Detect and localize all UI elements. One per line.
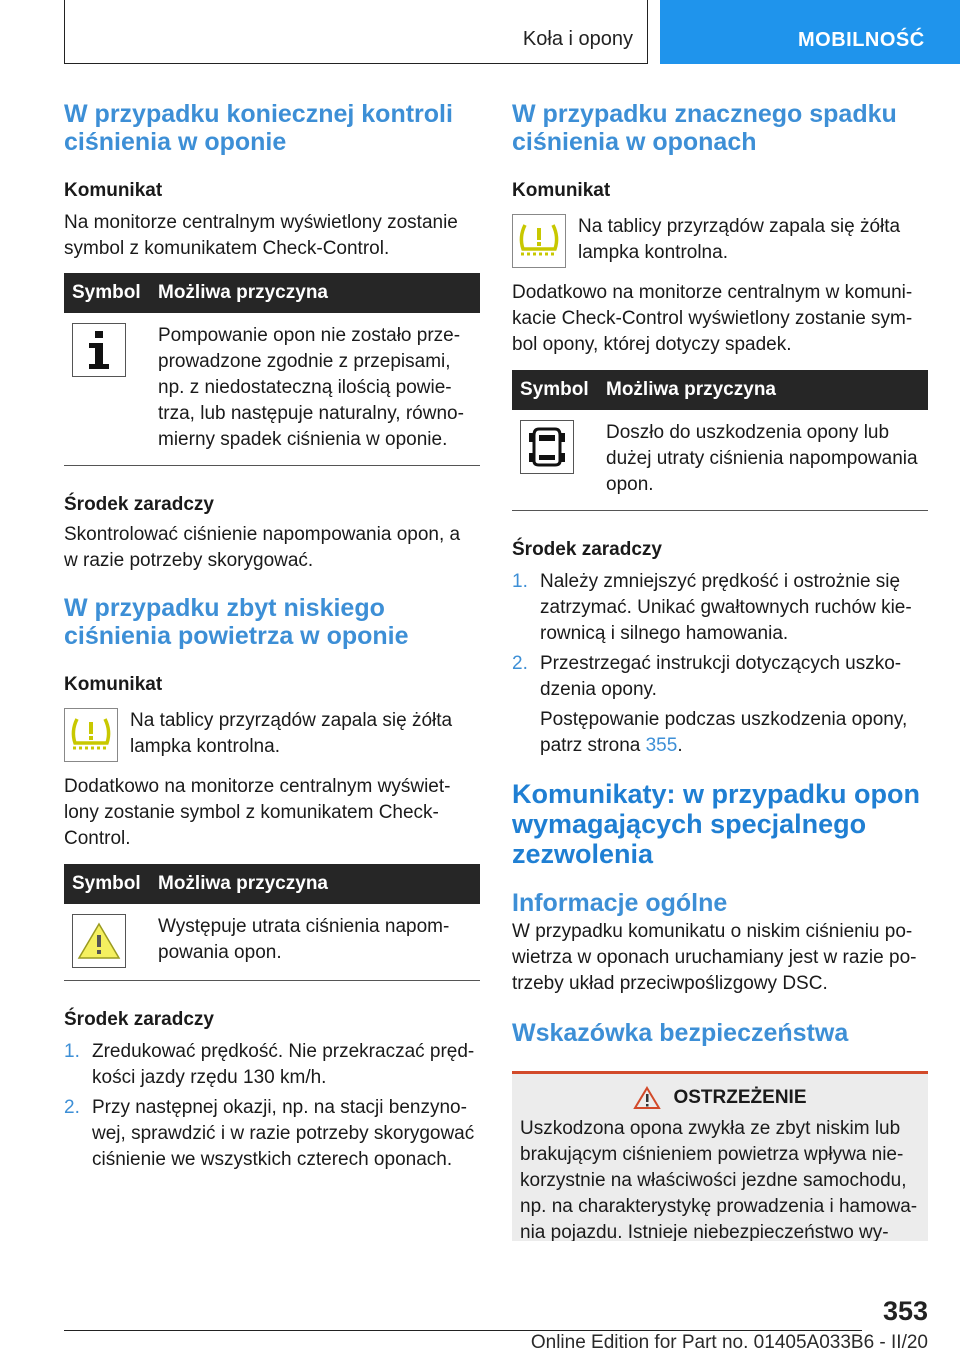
header-section-tab[interactable] [660, 0, 960, 64]
symbol-table [64, 273, 480, 466]
step-text: Zredukować prędkość. Nie przekraczać pręd-kości jazdy rzędu 130 km/h. [92, 1041, 475, 1088]
header-chapter-box [64, 0, 648, 64]
footer-divider [64, 1330, 862, 1331]
table-cause-text: Pompowanie opon nie zostało prze-prowadzone zgodnie z przepisami, np. z niedostateczną ilością powie-trza, lub następuje naturalny, równo-mierny spadek ciśnienia w oponie. [158, 325, 464, 450]
table-header-cause: Możliwa przyczyna [158, 282, 328, 303]
remedy-text: Skontrolować ciśnienie napompowania opon, a w razie potrzeby skorygować. [64, 524, 461, 571]
car-tire-icon [520, 420, 574, 474]
table-row [64, 904, 480, 981]
remedy-label: Środek zaradczy [512, 539, 662, 560]
symbol-table [512, 370, 928, 511]
extra-info-text: Dodatkowo na monitorze centralnym wyświet-lony zostanie symbol z komunikatem Check-Control. [64, 776, 451, 849]
heading-significant-loss: W przypadku znacznego spadku ciśnienia w oponach [512, 100, 897, 156]
footer-edition: Online Edition for Part no. 01405A033B6 - II/20 [530, 1332, 928, 1353]
chapter-title: Koła i opony [522, 28, 633, 50]
table-header-cause: Możliwa przyczyna [158, 873, 328, 894]
list-item [512, 651, 928, 703]
extra-info-text: Dodatkowo na monitorze centralnym w komuni-kacie Check-Control wyświetlony zostanie sym-bol opony, której dotyczy spadek. [512, 282, 913, 355]
page-link[interactable]: 355 [645, 735, 678, 756]
step-text: Przestrzegać instrukcji dotyczących uszko-dzenia opony. [540, 653, 902, 700]
section-title: MOBILNOŚĆ [798, 29, 925, 51]
tire-pressure-warning-icon [512, 214, 566, 268]
remedy-steps [512, 569, 928, 759]
list-item [64, 1095, 480, 1173]
list-item [512, 569, 928, 647]
step-number: 1. [512, 571, 528, 592]
tire-pressure-warning-icon [64, 708, 118, 762]
general-info-text: W przypadku komunikatu o niskim ciśnieniu po-wietrza w oponach uruchamiany jest w razie po-trzeby układ przeciwpoślizgowy DSC. [512, 921, 917, 994]
heading-safety-note: Wskazówka bezpieczeństwa [512, 1019, 849, 1047]
warning-lamp-message [64, 708, 480, 762]
table-header-cause: Możliwa przyczyna [606, 379, 776, 400]
right-column [512, 100, 928, 1241]
table-row [64, 313, 480, 466]
message-label: Komunikat [64, 180, 163, 201]
warning-triangle-icon [72, 914, 126, 968]
symbol-table [64, 864, 480, 981]
table-cause-text: Występuje utrata ciśnienia napom-powania opon. [158, 916, 450, 963]
step-text: Przy następnej okazji, np. na stacji benzyno-wej, sprawdzić i w razie potrzeby skorygować ciśnienie we wszystkich czterech oponach. [92, 1097, 475, 1170]
page-number: 353 [882, 1296, 928, 1326]
table-header [64, 864, 480, 904]
table-cause-text: Doszło do uszkodzenia opony lub dużej utraty ciśnienia napompowania opon. [606, 422, 918, 495]
remedy-label: Środek zaradczy [64, 494, 214, 515]
warning-triangle-icon [633, 1086, 661, 1110]
warning-text: Uszkodzona opona zwykła ze zbyt niskim lub brakującym ciśnieniem powietrza wpływa nie-korzystnie na właściwości jezdne samochodu, np. na charakterystykę prowadzenia i hamowa-nia pojazdu. Istnieje niebezpieczeństwo wy- [520, 1118, 918, 1241]
remedy-label: Środek zaradczy [64, 1009, 214, 1030]
message-label: Komunikat [512, 180, 611, 201]
step-subtext: Postępowanie podczas uszkodzenia opony, patrz strona [540, 709, 908, 756]
message-label: Komunikat [64, 674, 163, 695]
step-number: 1. [64, 1041, 80, 1062]
step-subtext-end: . [677, 735, 683, 756]
step-number: 2. [512, 653, 528, 674]
list-item [64, 1039, 480, 1091]
warning-lamp-text: Na tablicy przyrządów zapala się żółta lampka kontrolna. [578, 216, 901, 263]
table-row [512, 410, 928, 511]
warning-title: OSTRZEŻENIE [673, 1087, 807, 1108]
warning-box [512, 1071, 928, 1241]
step-number: 2. [64, 1097, 80, 1118]
heading-special-approval: Komunikaty: w przypadku opon wymagających specjalnego zezwolenia [512, 779, 921, 869]
table-header-symbol: Symbol [72, 873, 141, 894]
heading-low-pressure: W przypadku zbyt niskiego ciśnienia powietrza w oponie [64, 594, 409, 650]
table-header [64, 273, 480, 313]
warning-lamp-message [512, 214, 928, 268]
warning-title-row [520, 1086, 920, 1110]
remedy-steps [64, 1039, 480, 1173]
table-header-symbol: Symbol [520, 379, 589, 400]
info-icon [72, 323, 126, 377]
list-item-sub [512, 707, 928, 759]
message-text: Na monitorze centralnym wyświetlony zostanie symbol z komunikatem Check-Control. [64, 212, 458, 259]
heading-general-info: Informacje ogólne [512, 889, 728, 917]
table-header [512, 370, 928, 410]
heading-check-pressure: W przypadku koniecznej kontroli ciśnienia w oponie [64, 100, 453, 156]
table-header-symbol: Symbol [72, 282, 141, 303]
warning-lamp-text: Na tablicy przyrządów zapala się żółta lampka kontrolna. [130, 710, 453, 757]
left-column [64, 100, 480, 1177]
step-text: Należy zmniejszyć prędkość i ostrożnie się zatrzymać. Unikać gwałtownych ruchów kie-rownicą i silnego hamowania. [540, 571, 912, 644]
